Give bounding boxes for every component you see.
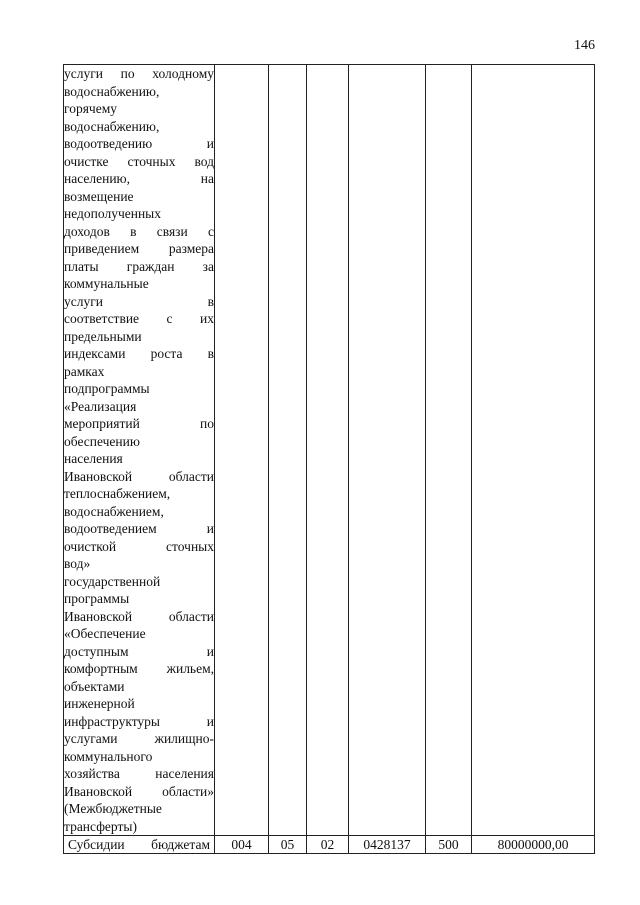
budget-table bbox=[63, 64, 595, 854]
description-line: государственной bbox=[64, 573, 161, 589]
expense-description-cell: Субсидии бюджетам bbox=[64, 836, 215, 854]
description-line: теплоснабжением, bbox=[64, 486, 171, 501]
description-line: очистке сточных вод bbox=[64, 153, 214, 169]
description-line: приведением размера bbox=[64, 241, 214, 256]
expense-description-cell bbox=[64, 65, 215, 836]
description-line: предельными bbox=[64, 328, 142, 344]
subsection-cell: 02 bbox=[307, 836, 349, 854]
description-line: населению, на bbox=[64, 171, 214, 186]
table-row bbox=[64, 65, 595, 836]
description-line: соответствие с их bbox=[64, 311, 214, 326]
amount-cell bbox=[472, 65, 595, 836]
description-line: возмещение bbox=[64, 188, 134, 204]
description-line: водоотведению и bbox=[64, 136, 214, 151]
description-line: Ивановской области» bbox=[64, 783, 214, 799]
description-line: водоснабжением, bbox=[64, 503, 164, 519]
description-line: обеспечению bbox=[64, 433, 140, 449]
description-line: индексами роста в bbox=[64, 346, 214, 361]
description-line: комфортным жильем, bbox=[64, 661, 214, 676]
target-article-cell bbox=[349, 65, 426, 836]
description-line: услуги по холодному bbox=[64, 66, 214, 81]
description-line: инженерной bbox=[64, 696, 135, 711]
description-line: населения bbox=[64, 451, 123, 466]
description-line: вод» bbox=[64, 556, 91, 571]
ministry-cell bbox=[215, 65, 269, 836]
table-row bbox=[64, 836, 595, 854]
description-line: платы граждан за bbox=[64, 258, 214, 274]
description-line: подпрограммы bbox=[64, 381, 150, 396]
target-article-cell: 0428137 bbox=[349, 836, 426, 854]
description-line: коммунальные bbox=[64, 276, 149, 291]
expense-type-cell: 500 bbox=[426, 836, 472, 854]
description-line: услуги в bbox=[64, 293, 214, 309]
description-line: водоотведением и bbox=[64, 521, 214, 536]
description-line: водоснабжению, bbox=[64, 118, 160, 134]
description-line: инфраструктуры и bbox=[64, 713, 214, 729]
description-line: доступным и bbox=[64, 643, 214, 659]
amount-cell: 80000000,00 bbox=[472, 836, 595, 854]
description-line: объектами bbox=[64, 678, 125, 694]
description-line: «Обеспечение bbox=[64, 626, 146, 641]
description-line: рамках bbox=[64, 363, 105, 379]
description-line: Ивановской области bbox=[64, 608, 214, 624]
ministry-cell: 004 bbox=[215, 836, 269, 854]
section-cell: 05 bbox=[269, 836, 307, 854]
description-line: недополученных bbox=[64, 206, 161, 221]
description-line: (Межбюджетные bbox=[64, 801, 162, 816]
description-line: горячему bbox=[64, 101, 117, 116]
expense-type-cell bbox=[426, 65, 472, 836]
description-line: услугами жилищно- bbox=[64, 731, 214, 746]
section-cell bbox=[269, 65, 307, 836]
description-line: «Реализация bbox=[64, 398, 137, 414]
subsection-cell bbox=[307, 65, 349, 836]
description-line: водоснабжению, bbox=[64, 83, 160, 99]
description-line: Ивановской области bbox=[64, 468, 214, 484]
description-line: хозяйства населения bbox=[64, 766, 214, 781]
description-line: мероприятий по bbox=[64, 416, 214, 431]
page-number: 146 bbox=[574, 38, 595, 53]
description-line: программы bbox=[64, 591, 130, 606]
description-line: коммунального bbox=[64, 748, 153, 764]
description-line: доходов в связи с bbox=[64, 223, 214, 239]
description-line: очисткой сточных bbox=[64, 538, 214, 554]
description-line: трансферты) bbox=[64, 818, 137, 834]
